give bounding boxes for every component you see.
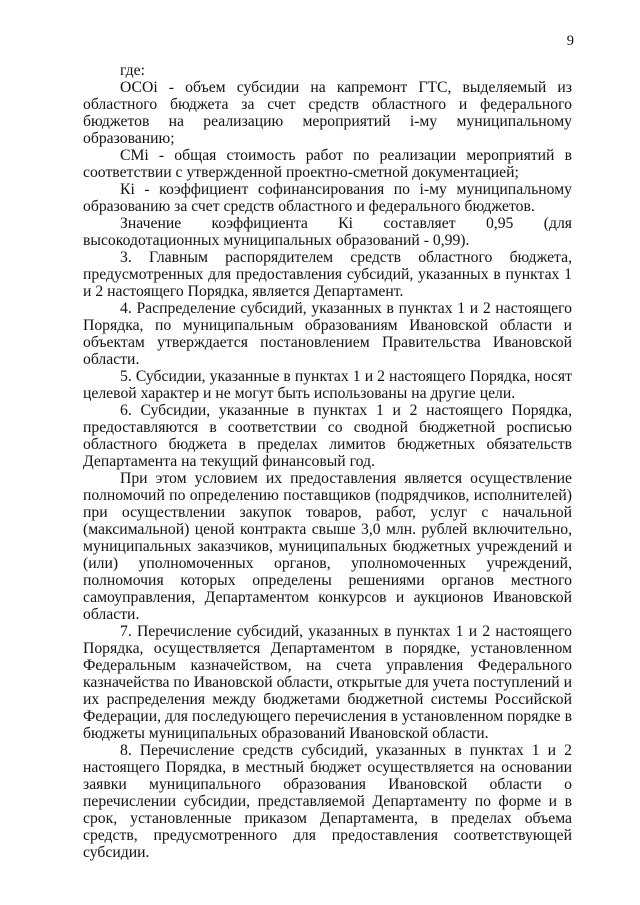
paragraph-item-6-condition: При этом условием их предоставления является осуществление полномочий по определению поставщиков (подрядчиков, исполнителей) при осуществлении закупок товаров, работ, услуг с начальной (максимальной) ценой контракта свыше 3,0 млн. рублей включительно, муниципальных заказчиков, муниципальных бюджетных учреждений и (или) уполномоченных органов, уполномоченных учреждений, полномочия которых определены решениями органов местного самоуправления, Департаментом конкурсов и аукционов Ивановской области. bbox=[83, 470, 572, 623]
paragraph-where: где: bbox=[120, 62, 145, 79]
paragraph-ki-definition: Кi - коэффициент софинансирования по i-му муниципальному образованию за счет средств областного и федерального бюджетов. bbox=[83, 181, 572, 215]
paragraph-item-4: 4. Распределение субсидий, указанных в пунктах 1 и 2 настоящего Порядка, по муниципальным образованиям Ивановской области и объектам утверждается постановлением Правительства Ивановской области. bbox=[83, 300, 572, 368]
paragraph-item-3: 3. Главным распорядителем средств областного бюджета, предусмотренных для предоставления субсидий, указанных в пунктах 1 и 2 настоящего Порядка, является Департамент. bbox=[83, 249, 572, 300]
paragraph-smi-definition: СМi - общая стоимость работ по реализации мероприятий в соответствии с утвержденной проектно-сметной документацией; bbox=[83, 147, 572, 181]
paragraph-osoi-definition: ОСОi - объем субсидии на капремонт ГТС, выделяемый из областного бюджета за счет средств областного и федерального бюджетов на реализацию мероприятий i-му муниципальному образованию; bbox=[83, 79, 572, 147]
document-body bbox=[83, 62, 572, 861]
page-number: 9 bbox=[566, 33, 574, 49]
paragraph-item-7: 7. Перечисление субсидий, указанных в пунктах 1 и 2 настоящего Порядка, осуществляется Департаментом в порядке, установленном Федеральным казначейством, на счета управления Федерального казначейства по Ивановской области, открытые для учета поступлений и их распределения между бюджетами бюджетной системы Российской Федерации, для последующего перечисления в установленном порядке в бюджеты муниципальных образований Ивановской области. bbox=[83, 623, 572, 742]
paragraph-item-5: 5. Субсидии, указанные в пунктах 1 и 2 настоящего Порядка, носят целевой характер и не могут быть использованы на другие цели. bbox=[83, 368, 572, 402]
paragraph-ki-value: Значение коэффициента Кi составляет 0,95 (для высокодотационных муниципальных образований - 0,99). bbox=[83, 215, 572, 249]
paragraph-item-8: 8. Перечисление средств субсидий, указанных в пунктах 1 и 2 настоящего Порядка, в местный бюджет осуществляется на основании заявки муниципального образования Ивановской области о перечислении субсидии, представляемой Департаменту по форме и в срок, установленные приказом Департамента, в пределах объема средств, предусмотренного для предоставления соответствующей субсидии. bbox=[83, 742, 572, 861]
paragraph-item-6: 6. Субсидии, указанные в пунктах 1 и 2 настоящего Порядка, предоставляются в соответствии со сводной бюджетной росписью областного бюджета в пределах лимитов бюджетных обязательств Департамента на текущий финансовый год. bbox=[83, 402, 572, 470]
